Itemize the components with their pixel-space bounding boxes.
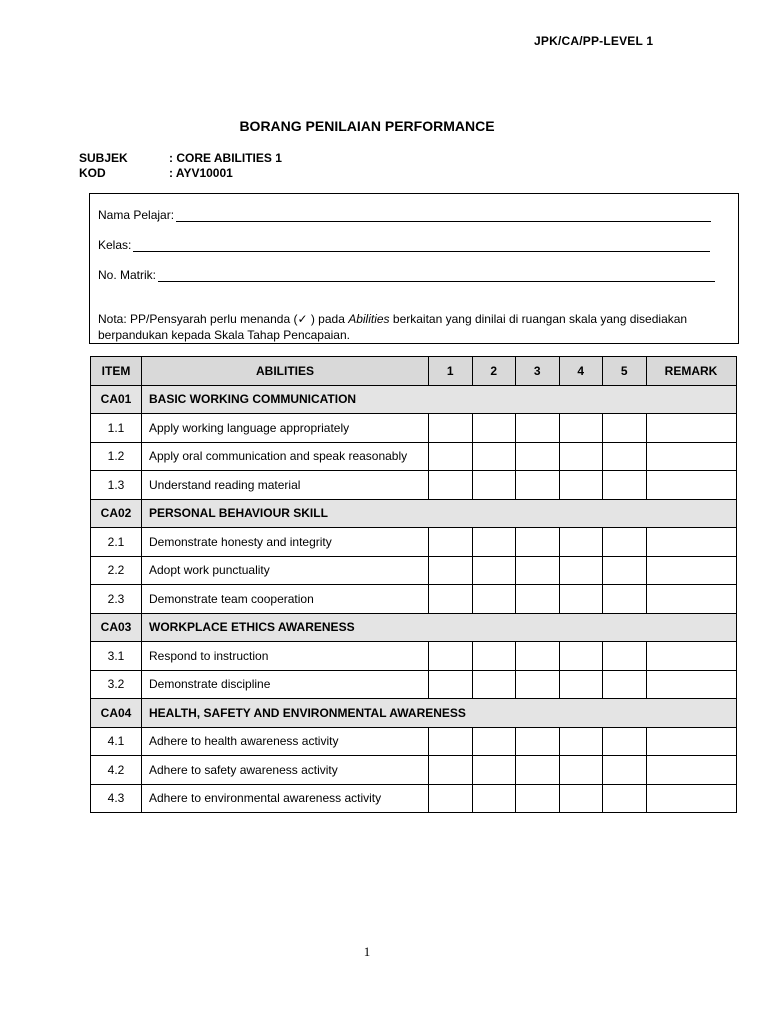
class-field[interactable] (98, 238, 710, 252)
score-cell-5[interactable] (603, 727, 647, 756)
category-row (91, 613, 737, 642)
item-number: 1.2 (91, 442, 142, 471)
matric-line[interactable] (158, 270, 715, 282)
item-number: 2.2 (91, 556, 142, 585)
ability-text: Adopt work punctuality (142, 556, 429, 585)
header-abilities: ABILITIES (142, 357, 429, 386)
instruction-note (98, 311, 728, 343)
remark-cell[interactable] (646, 471, 736, 500)
table-row (91, 442, 737, 471)
score-cell-4[interactable] (559, 756, 603, 785)
score-cell-2[interactable] (472, 471, 516, 500)
remark-cell[interactable] (646, 528, 736, 557)
score-cell-1[interactable] (429, 585, 473, 614)
score-cell-3[interactable] (516, 471, 560, 500)
score-cell-4[interactable] (559, 727, 603, 756)
remark-cell[interactable] (646, 756, 736, 785)
remark-cell[interactable] (646, 727, 736, 756)
table-row (91, 585, 737, 614)
score-cell-2[interactable] (472, 642, 516, 671)
table-row (91, 556, 737, 585)
score-cell-2[interactable] (472, 585, 516, 614)
category-row (91, 699, 737, 728)
header-score-3: 3 (516, 357, 560, 386)
score-cell-5[interactable] (603, 585, 647, 614)
ability-text: Demonstrate discipline (142, 670, 429, 699)
table-row (91, 414, 737, 443)
score-cell-2[interactable] (472, 442, 516, 471)
score-cell-4[interactable] (559, 642, 603, 671)
category-title: WORKPLACE ETHICS AWARENESS (142, 613, 737, 642)
score-cell-5[interactable] (603, 414, 647, 443)
table-body (91, 385, 737, 813)
score-cell-4[interactable] (559, 585, 603, 614)
code-value: : AYV10001 (169, 166, 233, 180)
note-text-italic: Abilities (348, 312, 390, 326)
item-number: 1.3 (91, 471, 142, 500)
item-number: 4.3 (91, 784, 142, 813)
score-cell-3[interactable] (516, 556, 560, 585)
score-cell-2[interactable] (472, 784, 516, 813)
code-row (79, 166, 233, 180)
score-cell-2[interactable] (472, 670, 516, 699)
remark-cell[interactable] (646, 414, 736, 443)
header-item: ITEM (91, 357, 142, 386)
student-name-line[interactable] (176, 210, 711, 222)
document-code: JPK/CA/PP-LEVEL 1 (534, 34, 654, 48)
note-text-1: Nota: PP/Pensyarah perlu menanda (✓ ) pada (98, 312, 349, 326)
score-cell-4[interactable] (559, 670, 603, 699)
ability-text: Adhere to health awareness activity (142, 727, 429, 756)
table-row (91, 670, 737, 699)
table-row (91, 528, 737, 557)
score-cell-5[interactable] (603, 642, 647, 671)
table-row (91, 727, 737, 756)
assessment-table (90, 356, 737, 813)
table-row (91, 471, 737, 500)
item-number: 3.2 (91, 670, 142, 699)
ability-text: Respond to instruction (142, 642, 429, 671)
form-title: BORANG PENILAIAN PERFORMANCE (239, 118, 495, 134)
score-cell-1[interactable] (429, 727, 473, 756)
subject-label: SUBJEK (79, 151, 128, 165)
category-title: PERSONAL BEHAVIOUR SKILL (142, 499, 737, 528)
class-label: Kelas: (98, 238, 132, 252)
remark-cell[interactable] (646, 670, 736, 699)
remark-cell[interactable] (646, 556, 736, 585)
score-cell-5[interactable] (603, 471, 647, 500)
category-row (91, 385, 737, 414)
score-cell-5[interactable] (603, 556, 647, 585)
table-row (91, 784, 737, 813)
remark-cell[interactable] (646, 784, 736, 813)
header-remark: REMARK (646, 357, 736, 386)
score-cell-5[interactable] (603, 442, 647, 471)
score-cell-5[interactable] (603, 784, 647, 813)
score-cell-3[interactable] (516, 642, 560, 671)
score-cell-4[interactable] (559, 414, 603, 443)
ability-text: Adhere to environmental awareness activity (142, 784, 429, 813)
category-code: CA03 (91, 613, 142, 642)
item-number: 4.1 (91, 727, 142, 756)
category-code: CA01 (91, 385, 142, 414)
header-score-2: 2 (472, 357, 516, 386)
note-text-2: berkaitan yang dinilai di ruangan skala yang disediakan berpandukan kepada Skala Tahap Pencapaian. (98, 312, 688, 342)
class-line[interactable] (133, 240, 710, 252)
score-cell-4[interactable] (559, 556, 603, 585)
score-cell-1[interactable] (429, 642, 473, 671)
item-number: 2.3 (91, 585, 142, 614)
matric-label: No. Matrik: (98, 268, 157, 282)
score-cell-2[interactable] (472, 727, 516, 756)
score-cell-3[interactable] (516, 670, 560, 699)
score-cell-1[interactable] (429, 756, 473, 785)
score-cell-1[interactable] (429, 414, 473, 443)
table-row (91, 756, 737, 785)
item-number: 3.1 (91, 642, 142, 671)
category-title: BASIC WORKING COMMUNICATION (142, 385, 737, 414)
matric-field[interactable] (98, 268, 715, 282)
ability-text: Apply oral communication and speak reasonably (142, 442, 429, 471)
score-cell-2[interactable] (472, 528, 516, 557)
category-row (91, 499, 737, 528)
table-row (91, 642, 737, 671)
student-name-label: Nama Pelajar: (98, 208, 175, 222)
ability-text: Apply working language appropriately (142, 414, 429, 443)
remark-cell[interactable] (646, 585, 736, 614)
ability-text: Demonstrate team cooperation (142, 585, 429, 614)
remark-cell[interactable] (646, 642, 736, 671)
score-cell-3[interactable] (516, 528, 560, 557)
score-cell-4[interactable] (559, 442, 603, 471)
score-cell-2[interactable] (472, 556, 516, 585)
ability-text: Understand reading material (142, 471, 429, 500)
category-code: CA04 (91, 699, 142, 728)
score-cell-1[interactable] (429, 670, 473, 699)
ability-text: Demonstrate honesty and integrity (142, 528, 429, 557)
code-label: KOD (79, 166, 106, 180)
score-cell-3[interactable] (516, 442, 560, 471)
table-header-row (91, 357, 737, 386)
score-cell-3[interactable] (516, 727, 560, 756)
category-title: HEALTH, SAFETY AND ENVIRONMENTAL AWARENESS (142, 699, 737, 728)
header-score-4: 4 (559, 357, 603, 386)
ability-text: Adhere to safety awareness activity (142, 756, 429, 785)
score-cell-2[interactable] (472, 756, 516, 785)
score-cell-3[interactable] (516, 784, 560, 813)
score-cell-5[interactable] (603, 670, 647, 699)
score-cell-1[interactable] (429, 471, 473, 500)
item-number: 1.1 (91, 414, 142, 443)
score-cell-1[interactable] (429, 784, 473, 813)
score-cell-4[interactable] (559, 784, 603, 813)
header-score-5: 5 (603, 357, 647, 386)
student-name-field[interactable] (98, 208, 711, 222)
subject-row (79, 151, 282, 165)
student-info-box (89, 193, 739, 344)
score-cell-5[interactable] (603, 528, 647, 557)
score-cell-3[interactable] (516, 585, 560, 614)
page-number: 1 (363, 944, 371, 959)
score-cell-4[interactable] (559, 471, 603, 500)
score-cell-1[interactable] (429, 442, 473, 471)
score-cell-3[interactable] (516, 756, 560, 785)
item-number: 2.1 (91, 528, 142, 557)
remark-cell[interactable] (646, 442, 736, 471)
score-cell-3[interactable] (516, 414, 560, 443)
subject-value: : CORE ABILITIES 1 (169, 151, 282, 165)
score-cell-4[interactable] (559, 528, 603, 557)
score-cell-5[interactable] (603, 756, 647, 785)
header-score-1: 1 (429, 357, 473, 386)
score-cell-1[interactable] (429, 556, 473, 585)
item-number: 4.2 (91, 756, 142, 785)
score-cell-1[interactable] (429, 528, 473, 557)
score-cell-2[interactable] (472, 414, 516, 443)
category-code: CA02 (91, 499, 142, 528)
